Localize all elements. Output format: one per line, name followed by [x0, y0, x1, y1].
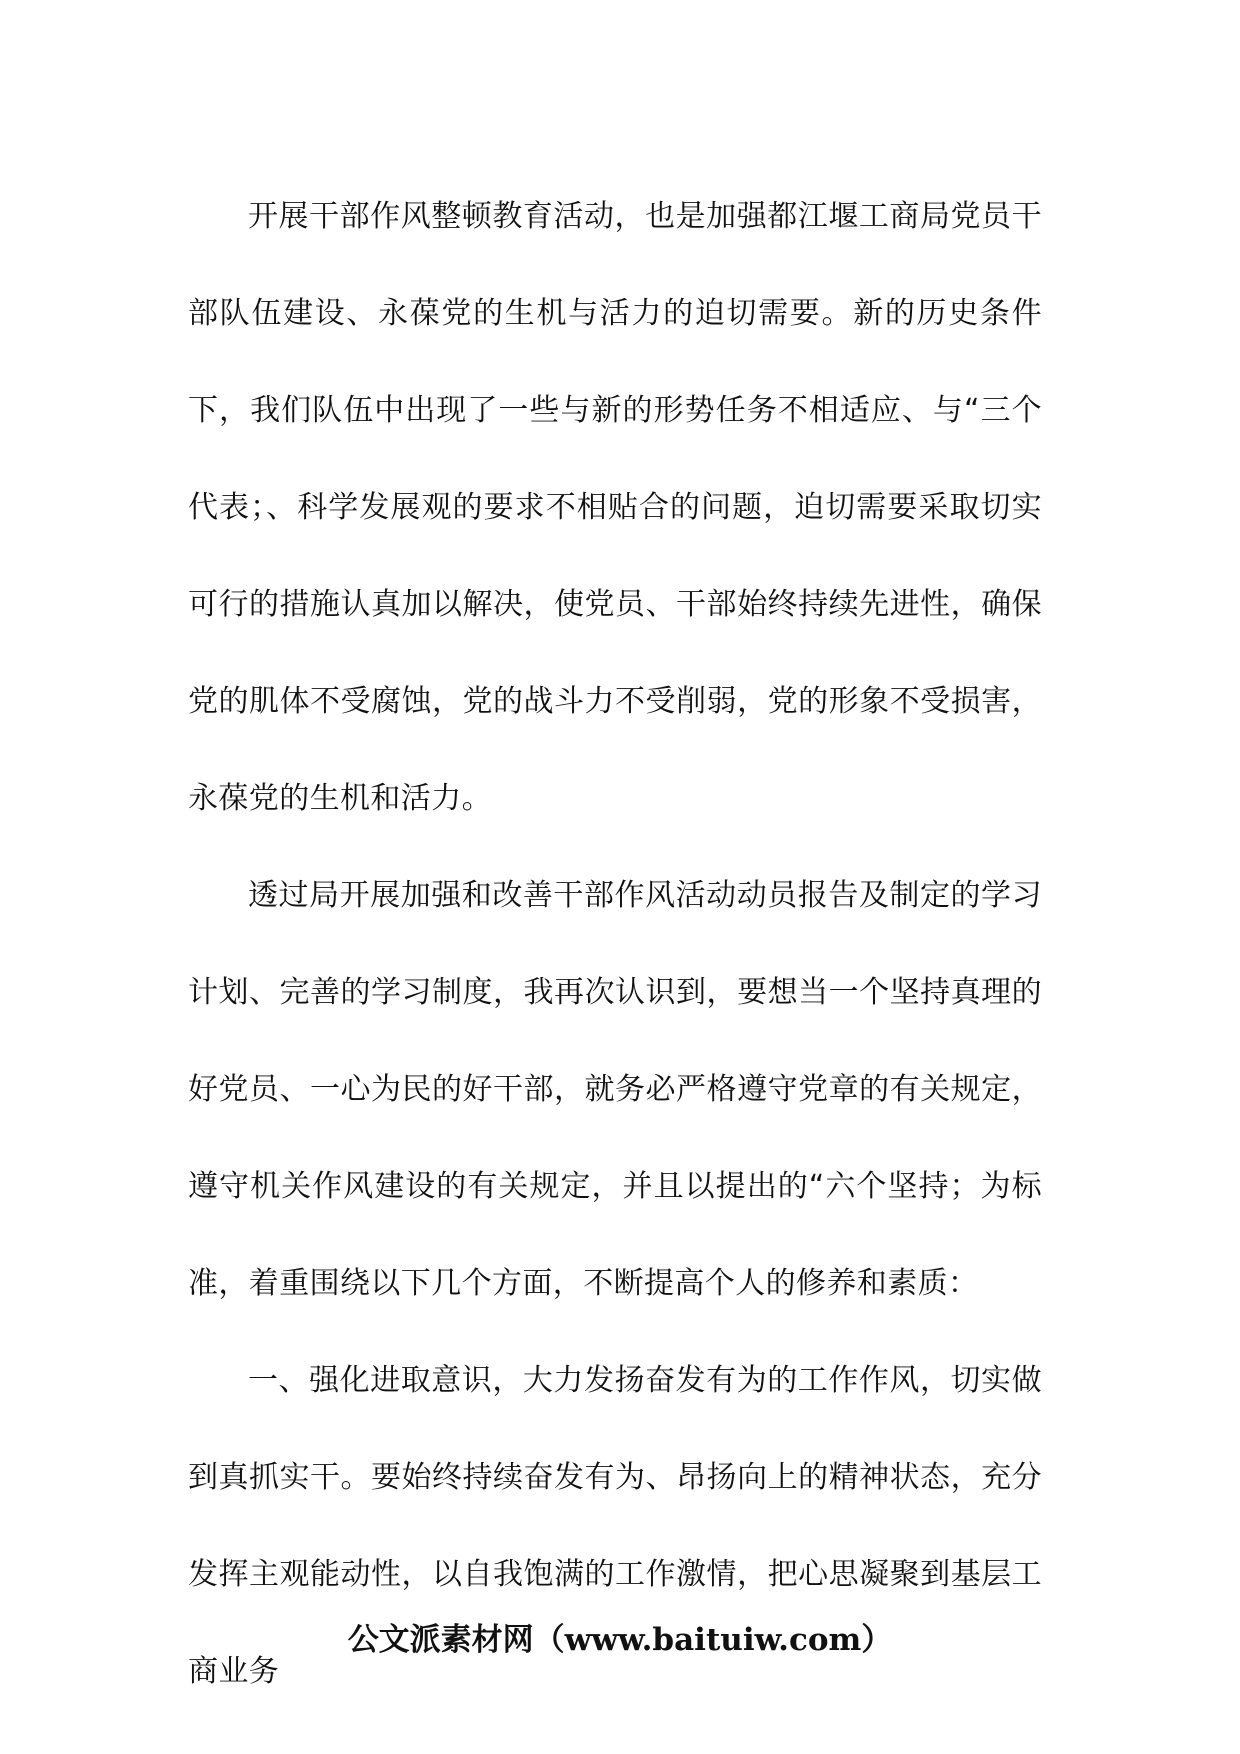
document-body	[188, 168, 1042, 1720]
paragraph-1: 开展干部作风整顿教育活动，也是加强都江堰工商局党员干部队伍建设、永葆党的生机与活力的迫切需要。新的历史条件下，我们队伍中出现了一些与新的形势任务不相适应、与“三个代表；、科学发展观的要求不相贴合的问题，迫切需要采取切实可行的措施认真加以解决，使党员、干部始终持续先进性，确保党的肌体不受腐蚀，党的战斗力不受削弱，党的形象不受损害，永葆党的生机和活力。	[188, 199, 1042, 816]
paragraph-3: 一、强化进取意识，大力发扬奋发有为的工作作风，切实做到真抓实干。要始终持续奋发有为、昂扬向上的精神状态，充分发挥主观能动性，以自我饱满的工作激情，把心思凝聚到基层工商业务	[188, 1363, 1042, 1689]
footer-watermark: 公文派素材网（www.baituiw.com）	[347, 1622, 893, 1658]
paragraph-2: 透过局开展加强和改善干部作风活动动员报告及制定的学习计划、完善的学习制度，我再次认识到，要想当一个坚持真理的好党员、一心为民的好干部，就务必严格遵守党章的有关规定，遵守机关作风建设的有关规定，并且以提出的“六个坚持；为标准，着重围绕以下几个方面，不断提高个人的修养和素质：	[188, 878, 1042, 1301]
